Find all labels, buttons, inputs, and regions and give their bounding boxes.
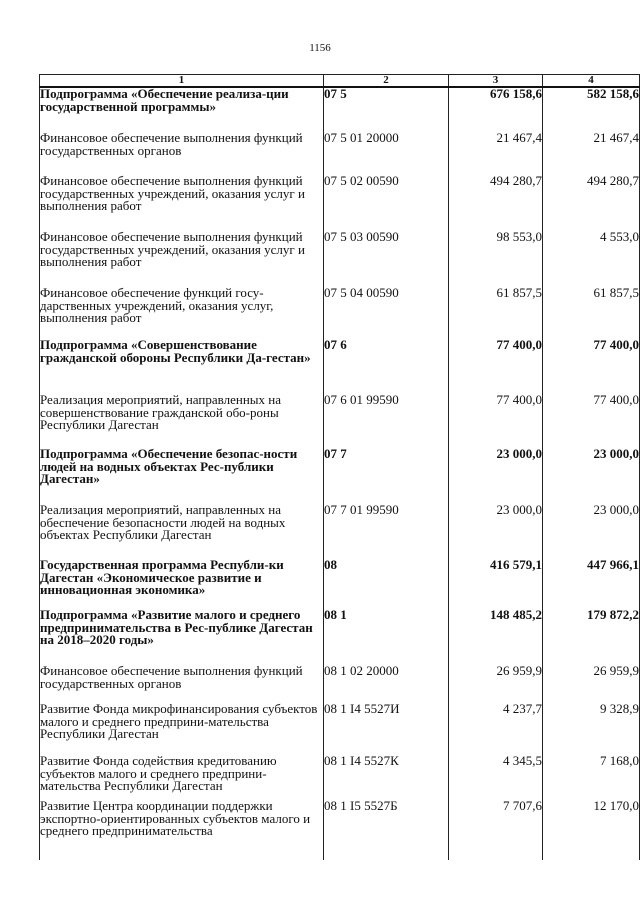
table-row [40, 800, 640, 860]
budget-table [39, 74, 640, 860]
table-row [40, 665, 640, 703]
row-code: 08 1 [324, 609, 449, 665]
table-row [40, 87, 640, 132]
row-value-col3: 77 400,0 [449, 394, 543, 448]
row-name: Финансовое обеспечение выполнения функций государственных учреждений, оказания услуг и выполнения работ [40, 175, 324, 231]
header-col-2: 2 [324, 75, 449, 88]
row-name: Финансовое обеспечение выполнения функций государственных органов [40, 132, 324, 175]
row-name: Финансовое обеспечение выполнения функций государственных учреждений, оказания услуг и выполнения работ [40, 231, 324, 287]
row-code: 08 [324, 559, 449, 609]
row-code: 07 6 01 99590 [324, 394, 449, 448]
row-name: Подпрограмма «Совершенствование гражданской обороны Республики Да-гестан» [40, 339, 324, 394]
header-col-4: 4 [543, 75, 640, 88]
row-value-col3: 148 485,2 [449, 609, 543, 665]
row-value-col4: 12 170,0 [543, 800, 640, 860]
row-value-col4: 23 000,0 [543, 504, 640, 559]
row-value-col3: 21 467,4 [449, 132, 543, 175]
row-code: 07 5 [324, 87, 449, 132]
row-name: Развитие Фонда микрофинансирования субъектов малого и среднего предприни-мательства Республики Дагестан [40, 703, 324, 755]
row-value-col3: 26 959,9 [449, 665, 543, 703]
row-code: 07 7 01 99590 [324, 504, 449, 559]
page-number: 1156 [309, 42, 331, 54]
row-value-col3: 23 000,0 [449, 448, 543, 504]
row-value-col4: 7 168,0 [543, 755, 640, 800]
row-value-col4: 447 966,1 [543, 559, 640, 609]
row-value-col4: 9 328,9 [543, 703, 640, 755]
row-value-col3: 61 857,5 [449, 287, 543, 339]
row-name: Финансовое обеспечение выполнения функций государственных органов [40, 665, 324, 703]
row-code: 07 7 [324, 448, 449, 504]
row-name: Развитие Центра координации поддержки экспортно-ориентированных субъектов малого и среднего предпринимательства [40, 800, 324, 860]
row-name: Подпрограмма «Обеспечение безопас-ности людей на водных объектах Рес-публики Дагестан» [40, 448, 324, 504]
table-row [40, 175, 640, 231]
row-code: 08 1 I5 5527Б [324, 800, 449, 860]
row-value-col4: 494 280,7 [543, 175, 640, 231]
row-value-col3: 7 707,6 [449, 800, 543, 860]
row-name: Реализация мероприятий, направленных на совершенствование гражданской обо-роны Республики Дагестан [40, 394, 324, 448]
row-name: Подпрограмма «Развитие малого и среднего предпринимательства в Рес-публике Дагестан на 2018–2020 годы» [40, 609, 324, 665]
row-code: 07 5 04 00590 [324, 287, 449, 339]
table-row [40, 339, 640, 394]
table-row [40, 287, 640, 339]
row-value-col4: 582 158,6 [543, 87, 640, 132]
header-col-3: 3 [449, 75, 543, 88]
row-name: Реализация мероприятий, направленных на обеспечение безопасности людей на водных объектах Республики Дагестан [40, 504, 324, 559]
row-name: Государственная программа Республи-ки Дагестан «Экономическое развитие и инновационная экономика» [40, 559, 324, 609]
row-value-col3: 4 345,5 [449, 755, 543, 800]
row-value-col3: 98 553,0 [449, 231, 543, 287]
row-code: 08 1 I4 5527К [324, 755, 449, 800]
row-value-col3: 77 400,0 [449, 339, 543, 394]
row-value-col4: 77 400,0 [543, 339, 640, 394]
table-row [40, 703, 640, 755]
row-value-col4: 21 467,4 [543, 132, 640, 175]
row-code: 07 6 [324, 339, 449, 394]
row-code: 07 5 02 00590 [324, 175, 449, 231]
table-row [40, 394, 640, 448]
row-value-col3: 23 000,0 [449, 504, 543, 559]
row-name: Финансовое обеспечение функций госу-дарственных учреждений, оказания услуг, выполнения работ [40, 287, 324, 339]
row-value-col3: 416 579,1 [449, 559, 543, 609]
row-value-col4: 61 857,5 [543, 287, 640, 339]
row-value-col3: 494 280,7 [449, 175, 543, 231]
header-col-1: 1 [40, 75, 324, 88]
table-row [40, 132, 640, 175]
row-value-col4: 4 553,0 [543, 231, 640, 287]
table-row [40, 559, 640, 609]
row-code: 07 5 03 00590 [324, 231, 449, 287]
row-code: 07 5 01 20000 [324, 132, 449, 175]
row-value-col4: 179 872,2 [543, 609, 640, 665]
table-row [40, 609, 640, 665]
table-row [40, 755, 640, 800]
table-row [40, 231, 640, 287]
row-value-col3: 676 158,6 [449, 87, 543, 132]
row-value-col4: 26 959,9 [543, 665, 640, 703]
row-value-col3: 4 237,7 [449, 703, 543, 755]
row-code: 08 1 02 20000 [324, 665, 449, 703]
row-code: 08 1 I4 5527И [324, 703, 449, 755]
row-value-col4: 23 000,0 [543, 448, 640, 504]
table-row [40, 448, 640, 504]
row-name: Подпрограмма «Обеспечение реализа-ции государственной программы» [40, 87, 324, 132]
row-value-col4: 77 400,0 [543, 394, 640, 448]
row-name: Развитие Фонда содействия кредитованию субъектов малого и среднего предприни-мательства Республики Дагестан [40, 755, 324, 800]
table-row [40, 504, 640, 559]
